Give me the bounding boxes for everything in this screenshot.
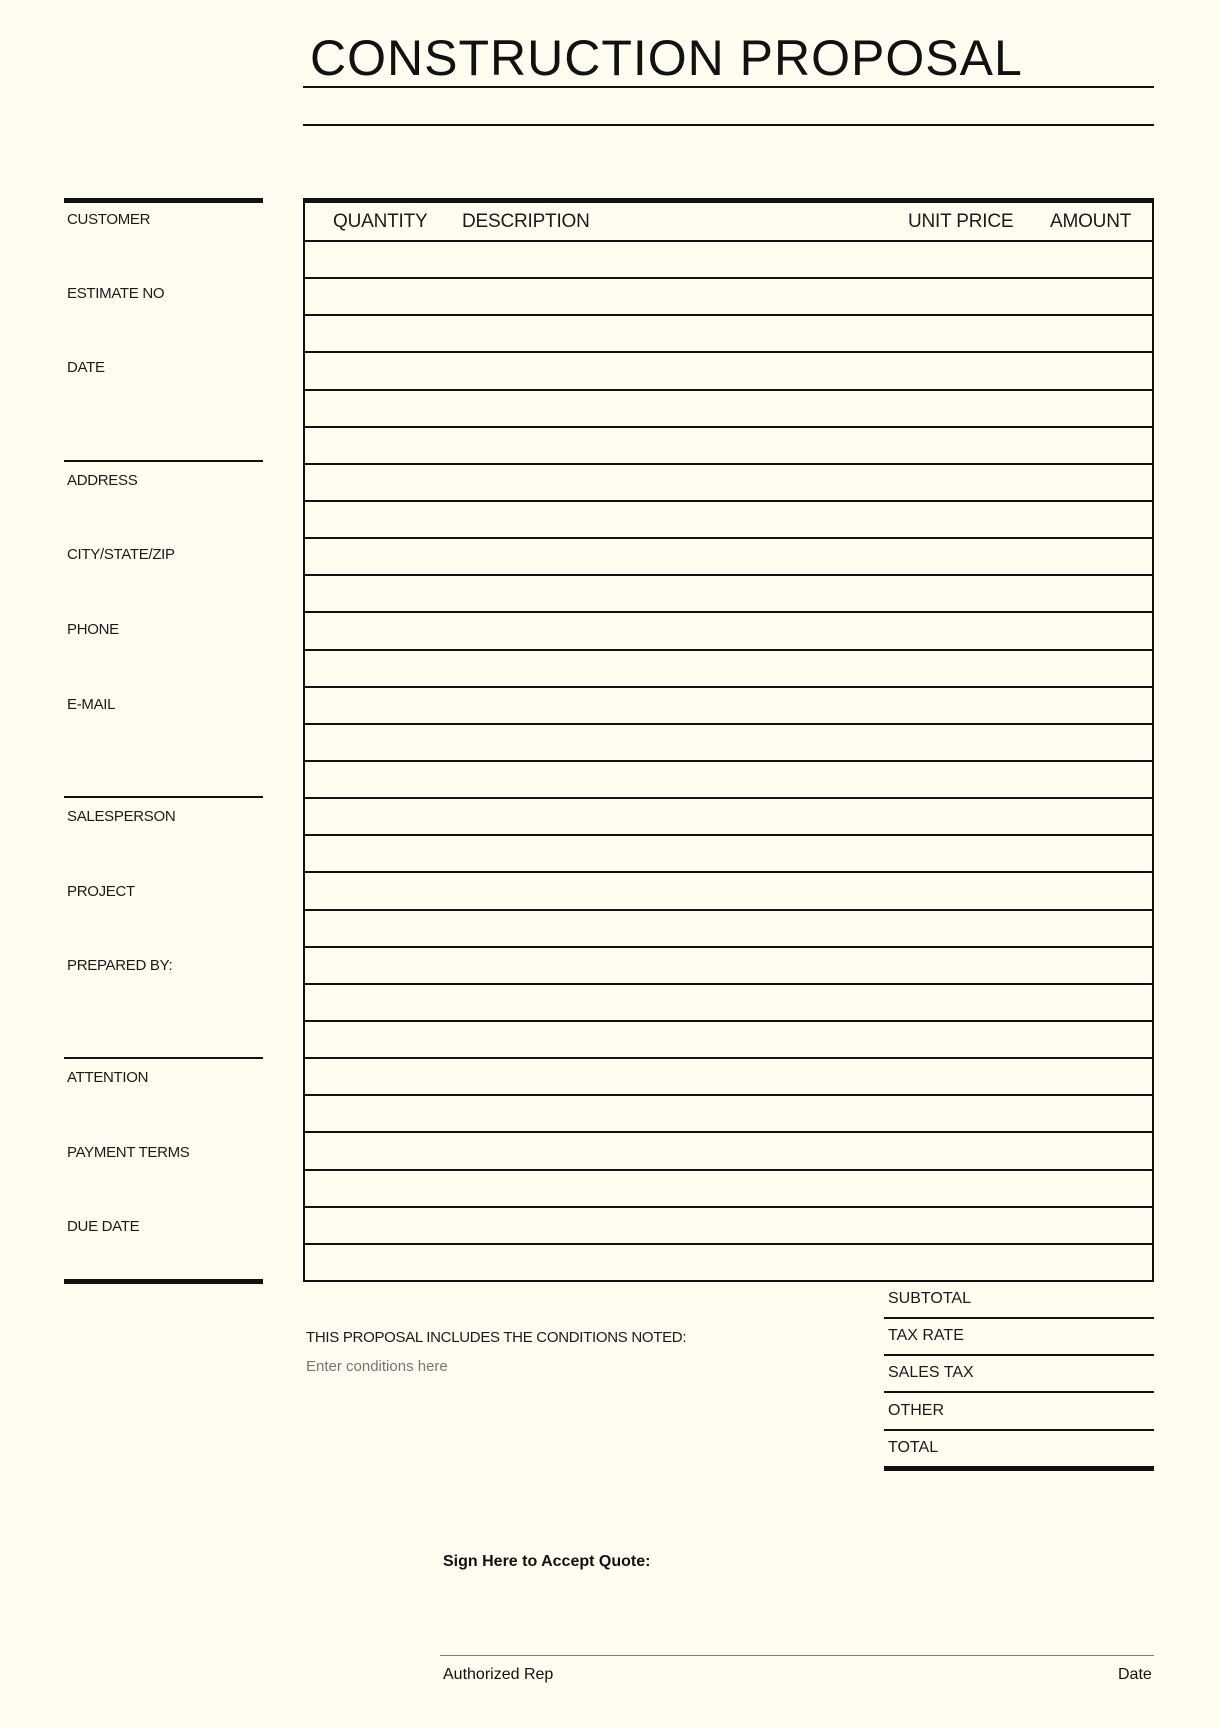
table-row[interactable] — [305, 314, 1152, 351]
estimate-no-label: ESTIMATE NO — [67, 285, 165, 302]
table-row[interactable] — [305, 797, 1152, 834]
subtitle-line — [303, 124, 1154, 126]
table-row[interactable] — [305, 946, 1152, 983]
table-row[interactable] — [305, 611, 1152, 648]
table-row[interactable] — [305, 389, 1152, 426]
tax-rate-row[interactable] — [884, 1319, 1154, 1356]
conditions-input[interactable] — [306, 1358, 806, 1375]
table-row[interactable] — [305, 983, 1152, 1020]
subtotal-label: SUBTOTAL — [888, 1290, 971, 1307]
sales-tax-label: SALES TAX — [888, 1364, 974, 1381]
line-items-table — [303, 198, 1154, 1282]
tax-rate-label: TAX RATE — [888, 1327, 964, 1344]
email-label: E-MAIL — [67, 696, 116, 713]
table-row[interactable] — [305, 1131, 1152, 1168]
total-row[interactable] — [884, 1431, 1154, 1468]
table-row[interactable] — [305, 649, 1152, 686]
city-state-zip-label: CITY/STATE/ZIP — [67, 546, 175, 563]
salesperson-label: SALESPERSON — [67, 808, 176, 825]
left-panel-divider — [64, 460, 263, 462]
description-header: DESCRIPTION — [462, 211, 590, 232]
table-row[interactable] — [305, 1206, 1152, 1243]
signature-title: Sign Here to Accept Quote: — [443, 1553, 651, 1570]
address-label: ADDRESS — [67, 472, 138, 489]
table-row[interactable] — [305, 871, 1152, 908]
table-row[interactable] — [305, 1020, 1152, 1057]
other-row[interactable] — [884, 1394, 1154, 1431]
table-row[interactable] — [305, 723, 1152, 760]
table-row[interactable] — [305, 760, 1152, 797]
table-row[interactable] — [305, 834, 1152, 871]
table-row[interactable] — [305, 537, 1152, 574]
table-row[interactable] — [305, 686, 1152, 723]
table-row[interactable] — [305, 426, 1152, 463]
authorized-rep-label: Authorized Rep — [443, 1666, 554, 1683]
table-body — [305, 240, 1152, 1280]
table-row[interactable] — [305, 1243, 1152, 1280]
phone-label: PHONE — [67, 621, 119, 638]
left-panel-top-rule — [64, 198, 263, 203]
subtotal-row[interactable] — [884, 1282, 1154, 1319]
table-row[interactable] — [305, 574, 1152, 611]
date-label: DATE — [67, 359, 105, 376]
table-row[interactable] — [305, 1169, 1152, 1206]
customer-label: CUSTOMER — [67, 211, 151, 228]
title-underline — [303, 86, 1154, 88]
signature-date-label: Date — [1118, 1666, 1152, 1683]
table-row[interactable] — [305, 500, 1152, 537]
table-row[interactable] — [305, 1094, 1152, 1131]
table-row[interactable] — [305, 463, 1152, 500]
table-row[interactable] — [305, 1057, 1152, 1094]
due-date-label: DUE DATE — [67, 1218, 140, 1235]
left-panel-divider — [64, 1057, 263, 1059]
left-panel-divider — [64, 796, 263, 798]
sales-tax-row[interactable] — [884, 1356, 1154, 1393]
attention-label: ATTENTION — [67, 1069, 149, 1086]
other-label: OTHER — [888, 1402, 944, 1419]
unit-price-header: UNIT PRICE — [908, 211, 1014, 232]
project-label: PROJECT — [67, 883, 135, 900]
page-title: CONSTRUCTION PROPOSAL — [310, 30, 1023, 86]
left-panel-bottom-rule — [64, 1279, 263, 1284]
total-label: TOTAL — [888, 1439, 939, 1456]
payment-terms-label: PAYMENT TERMS — [67, 1144, 190, 1161]
table-row[interactable] — [305, 351, 1152, 388]
prepared-by-label: PREPARED BY: — [67, 957, 173, 974]
amount-header: AMOUNT — [1050, 211, 1132, 232]
table-row[interactable] — [305, 240, 1152, 277]
signature-line[interactable] — [440, 1655, 1154, 1656]
quantity-header: QUANTITY — [333, 211, 428, 232]
conditions-label: THIS PROPOSAL INCLUDES THE CONDITIONS NOTED: — [306, 1329, 687, 1346]
table-row[interactable] — [305, 277, 1152, 314]
table-header — [305, 203, 1152, 240]
table-row[interactable] — [305, 909, 1152, 946]
